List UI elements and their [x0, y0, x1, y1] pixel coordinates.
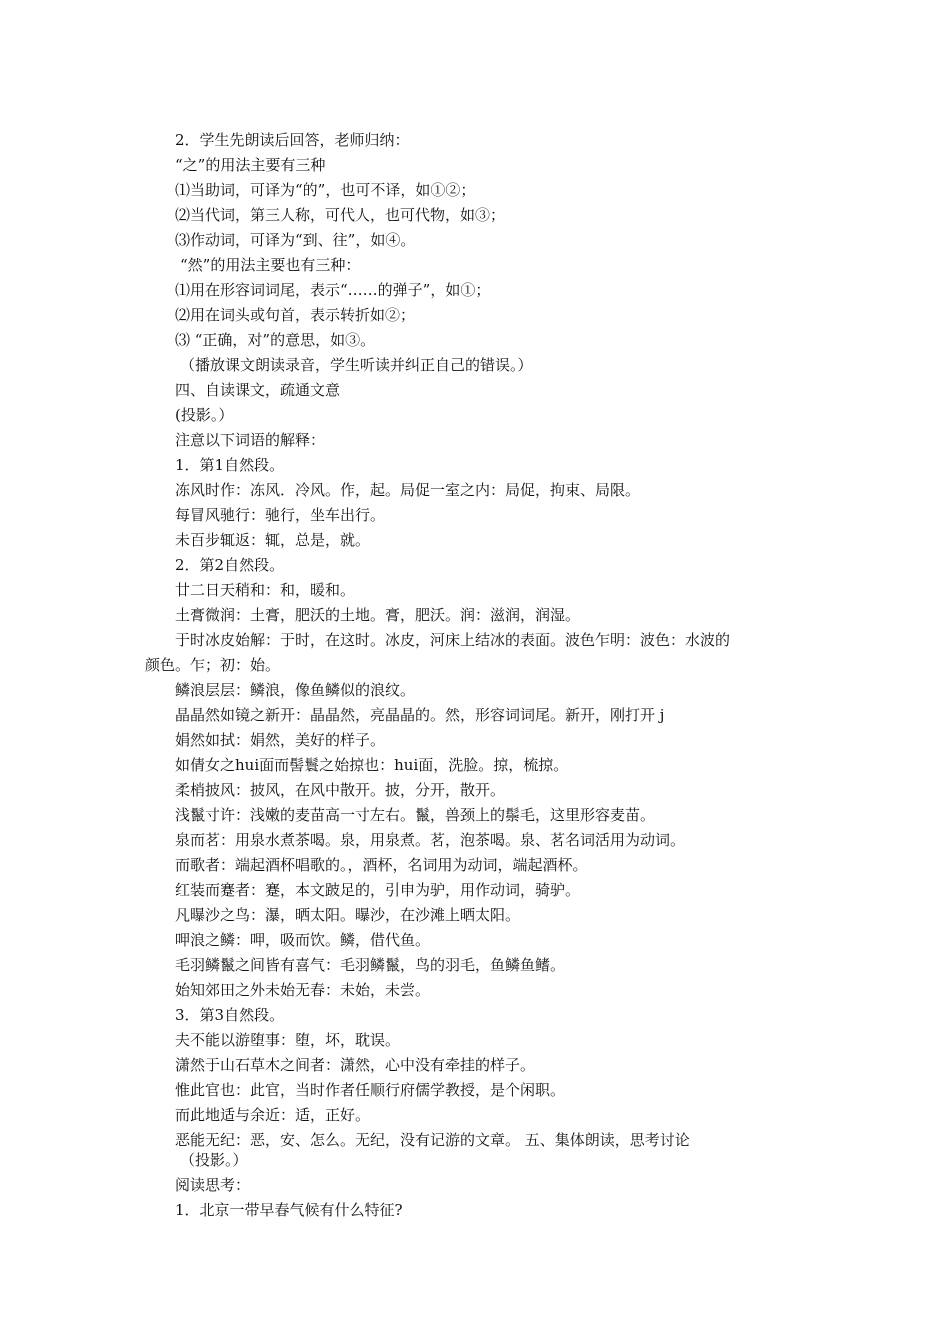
text-line: ⑶作动词，可译为“到、往”，如④。	[175, 231, 416, 249]
text-line: ⑴用在形容词词尾，表示“……的弹子”，如①；	[175, 281, 491, 299]
text-line: 而歌者：端起酒杯唱歌的。，酒杯，名词用为动词，端起酒杯。	[175, 856, 588, 874]
text-line: 注意以下词语的解释：	[175, 431, 326, 449]
text-line: 鳞浪层层：鳞浪，像鱼鳞似的浪纹。	[175, 681, 416, 699]
text-line: 3．第3自然段。	[175, 1006, 285, 1024]
text-line: 未百步辄返：辄，总是，就。	[175, 531, 371, 549]
text-line: ⑴当助词，可译为“的”，也可不译，如①②；	[175, 181, 476, 199]
text-line: 浅鬣寸许：浅嫩的麦苗高一寸左右。鬣，兽颈上的鬃毛，这里形容麦苗。	[175, 806, 656, 824]
text-line: （投影。）	[180, 1151, 248, 1169]
text-line: “然”的用法主要也有三种：	[180, 256, 361, 274]
text-line: 娟然如拭：娟然，美好的样子。	[175, 731, 386, 749]
text-line: 晶晶然如镜之新开：晶晶然，亮晶晶的。然，形容词词尾。新开，刚打开 j	[175, 706, 665, 724]
text-line: (投影。）	[175, 406, 234, 424]
text-line: 恶能无纪：恶，安、怎么。无纪，没有记游的文章。 五、集体朗读，思考讨论	[175, 1131, 690, 1149]
text-line: 2．学生先朗读后回答，老师归纳：	[175, 131, 410, 149]
text-line: 每冒风驰行：驰行，坐车出行。	[175, 506, 386, 524]
text-line: 冻风时作：冻风．冷风。作，起。局促一室之内：局促，拘束、局限。	[175, 481, 641, 499]
section-heading: 四、自读课文，疏通文意	[175, 381, 341, 399]
text-line: “之”的用法主要有三种	[175, 156, 326, 174]
text-line: 颜色。乍；初：始。	[145, 656, 281, 674]
text-line: 潇然于山石草木之间者：潇然，心中没有牵挂的样子。	[175, 1056, 536, 1074]
text-line: 1．北京一带早春气候有什么特征?	[175, 1201, 403, 1219]
text-line: 红装而蹇者：蹇，本文跛足的，引申为驴，用作动词，骑驴。	[175, 881, 581, 899]
text-line: 而此地适与余近：适，正好。	[175, 1106, 371, 1124]
text-line: ⑶ “正确，对”的意思，如③。	[175, 331, 376, 349]
text-line: 泉而茗：用泉水煮茶喝。泉，用泉煮。茗，泡茶喝。泉、茗名词活用为动词。	[175, 831, 686, 849]
text-line: 于时冰皮始解：于时，在这时。冰皮，河床上结冰的表面。波色乍明：波色：水波的	[175, 631, 731, 649]
text-line: 阅读思考：	[175, 1176, 251, 1194]
text-line: 土膏微润：土膏，肥沃的土地。膏，肥沃。润：滋润，润湿。	[175, 606, 581, 624]
text-line: ⑵当代词，第三人称，可代人，也可代物，如③；	[175, 206, 506, 224]
text-line: 柔梢披风：披风，在风中散开。披，分开，散开。	[175, 781, 506, 799]
text-line: （播放课文朗读录音，学生听读并纠正自己的错误。）	[180, 356, 533, 374]
text-line: 凡曝沙之鸟：瀑，晒太阳。曝沙，在沙滩上晒太阳。	[175, 906, 521, 924]
text-line: 夫不能以游堕事：堕，坏，耽误。	[175, 1031, 401, 1049]
text-line: 廿二日天稍和：和，暖和。	[175, 581, 356, 599]
text-line: 惟此官也：此官，当时作者任顺行府儒学教授，是个闲职。	[175, 1081, 566, 1099]
text-line: 毛羽鳞鬣之间皆有喜气：毛羽鳞鬣，鸟的羽毛，鱼鳞鱼鳍。	[175, 956, 566, 974]
text-line: 如倩女之hui面而髻鬟之始掠也：hui面，洗脸。掠，梳掠。	[175, 756, 569, 774]
text-line: 1．第1自然段。	[175, 456, 285, 474]
text-line: 2．第2自然段。	[175, 556, 285, 574]
text-line: 呷浪之鳞：呷，吸而饮。鳞，借代鱼。	[175, 931, 431, 949]
text-line: ⑵用在词头或句首，表示转折如②；	[175, 306, 416, 324]
text-line: 始知郊田之外未始无春：未始，未尝。	[175, 981, 431, 999]
